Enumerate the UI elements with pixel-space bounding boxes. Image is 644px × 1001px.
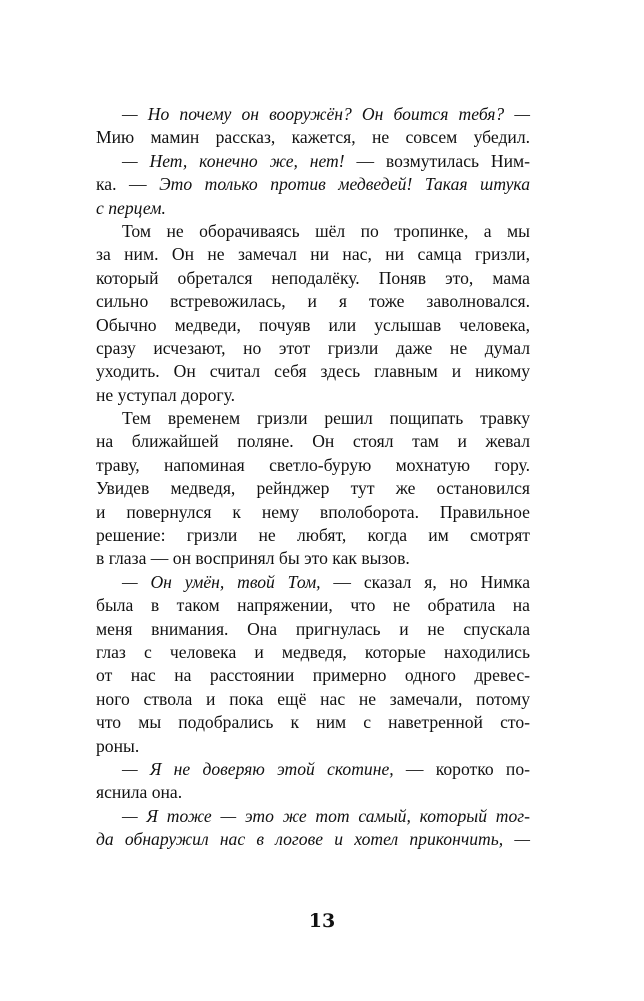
text-line bbox=[96, 430, 530, 453]
page-number: 13 bbox=[308, 910, 336, 932]
text-line bbox=[96, 594, 530, 617]
text-line bbox=[96, 103, 530, 126]
text-line bbox=[96, 314, 530, 337]
body-text bbox=[96, 103, 530, 852]
text-line bbox=[96, 290, 530, 313]
text-line bbox=[96, 828, 530, 851]
text-segment: — возмутилась Ним- bbox=[344, 150, 530, 171]
text-line bbox=[96, 805, 530, 828]
text-segment: меня внимания. Она пригнулась и не спускала bbox=[96, 618, 530, 639]
text-segment: роны. bbox=[96, 735, 140, 756]
text-segment: что мы подобрались к ним с наветренной сто- bbox=[96, 712, 530, 733]
text-line bbox=[96, 758, 530, 781]
text-line bbox=[96, 360, 530, 383]
text-line bbox=[96, 197, 530, 220]
text-segment: Обычно медведи, почуяв или услышав человека, bbox=[96, 314, 530, 335]
text-segment: не уступал дорогу. bbox=[96, 384, 236, 405]
text-line bbox=[96, 267, 530, 290]
italic-segment: Это только против медведей! Такая штука bbox=[159, 174, 530, 195]
text-segment: сразу исчезают, но этот гризли даже не думал bbox=[96, 337, 530, 358]
italic-segment: — Он умён, твой Том, bbox=[122, 571, 321, 592]
text-line bbox=[96, 688, 530, 711]
text-line bbox=[96, 618, 530, 641]
text-segment: сильно встревожилась, и я тоже заволновался. bbox=[96, 291, 530, 312]
text-line bbox=[96, 501, 530, 524]
text-line bbox=[96, 150, 530, 173]
text-line bbox=[96, 781, 530, 804]
text-segment: Мию мамин рассказ, кажется, не совсем убедил. bbox=[96, 127, 530, 148]
text-segment: яснила она. bbox=[96, 782, 183, 803]
text-segment: ного ствола и пока ещё нас не замечали, потому bbox=[96, 688, 530, 709]
text-line bbox=[96, 571, 530, 594]
text-segment: который обретался неподалёку. Поняв это, мама bbox=[96, 267, 530, 288]
text-segment: ка. — bbox=[96, 174, 160, 195]
text-segment: — сказал я, но Нимка bbox=[320, 571, 531, 592]
text-segment: была в таком напряжении, что не обратила на bbox=[96, 595, 530, 616]
text-line bbox=[96, 547, 530, 570]
text-line bbox=[96, 243, 530, 266]
text-line bbox=[96, 664, 530, 687]
italic-segment: — Я не доверяю этой скотине, bbox=[122, 758, 394, 779]
italic-segment: — Нет, конечно же, нет! bbox=[122, 150, 345, 171]
text-line bbox=[96, 173, 530, 196]
text-segment: за ним. Он не замечал ни нас, ни самца гризли, bbox=[96, 244, 530, 265]
text-line bbox=[96, 735, 530, 758]
text-line bbox=[96, 126, 530, 149]
text-line bbox=[96, 454, 530, 477]
text-segment: траву, напоминая светло-бурую мохнатую гору. bbox=[96, 454, 530, 475]
text-line bbox=[96, 407, 530, 430]
text-segment: решение: гризли не любят, когда им смотрят bbox=[96, 525, 530, 546]
text-segment: Увидев медведя, рейнджер тут же остановился bbox=[96, 478, 530, 499]
text-line bbox=[96, 711, 530, 734]
text-segment: уходить. Он считал себя здесь главным и никому bbox=[96, 361, 530, 382]
text-segment: на ближайшей поляне. Он стоял там и жевал bbox=[96, 431, 530, 452]
text-segment: и повернулся к нему вполоборота. Правильное bbox=[96, 501, 530, 522]
text-line bbox=[96, 337, 530, 360]
text-segment: от нас на расстоянии примерно одного древес- bbox=[96, 665, 530, 686]
text-line bbox=[96, 477, 530, 500]
italic-segment: с перцем. bbox=[96, 197, 166, 218]
italic-segment: — Но почему он вооружён? Он боится тебя? — bbox=[122, 104, 530, 124]
text-segment: глаз с человека и медведя, которые находились bbox=[96, 641, 530, 662]
text-segment: Тем временем гризли решил пощипать травку bbox=[122, 408, 530, 429]
text-segment: — коротко по- bbox=[393, 758, 530, 779]
text-line bbox=[96, 641, 530, 664]
text-line bbox=[96, 220, 530, 243]
text-segment: Том не оборачиваясь шёл по тропинке, а мы bbox=[122, 220, 530, 241]
italic-segment: да обнаружил нас в логове и хотел прикончить, — bbox=[96, 829, 530, 850]
text-line bbox=[96, 384, 530, 407]
text-line bbox=[96, 524, 530, 547]
text-segment: в глаза — он воспринял бы это как вызов. bbox=[96, 548, 410, 569]
italic-segment: — Я тоже — это же тот самый, который тог- bbox=[122, 805, 530, 826]
